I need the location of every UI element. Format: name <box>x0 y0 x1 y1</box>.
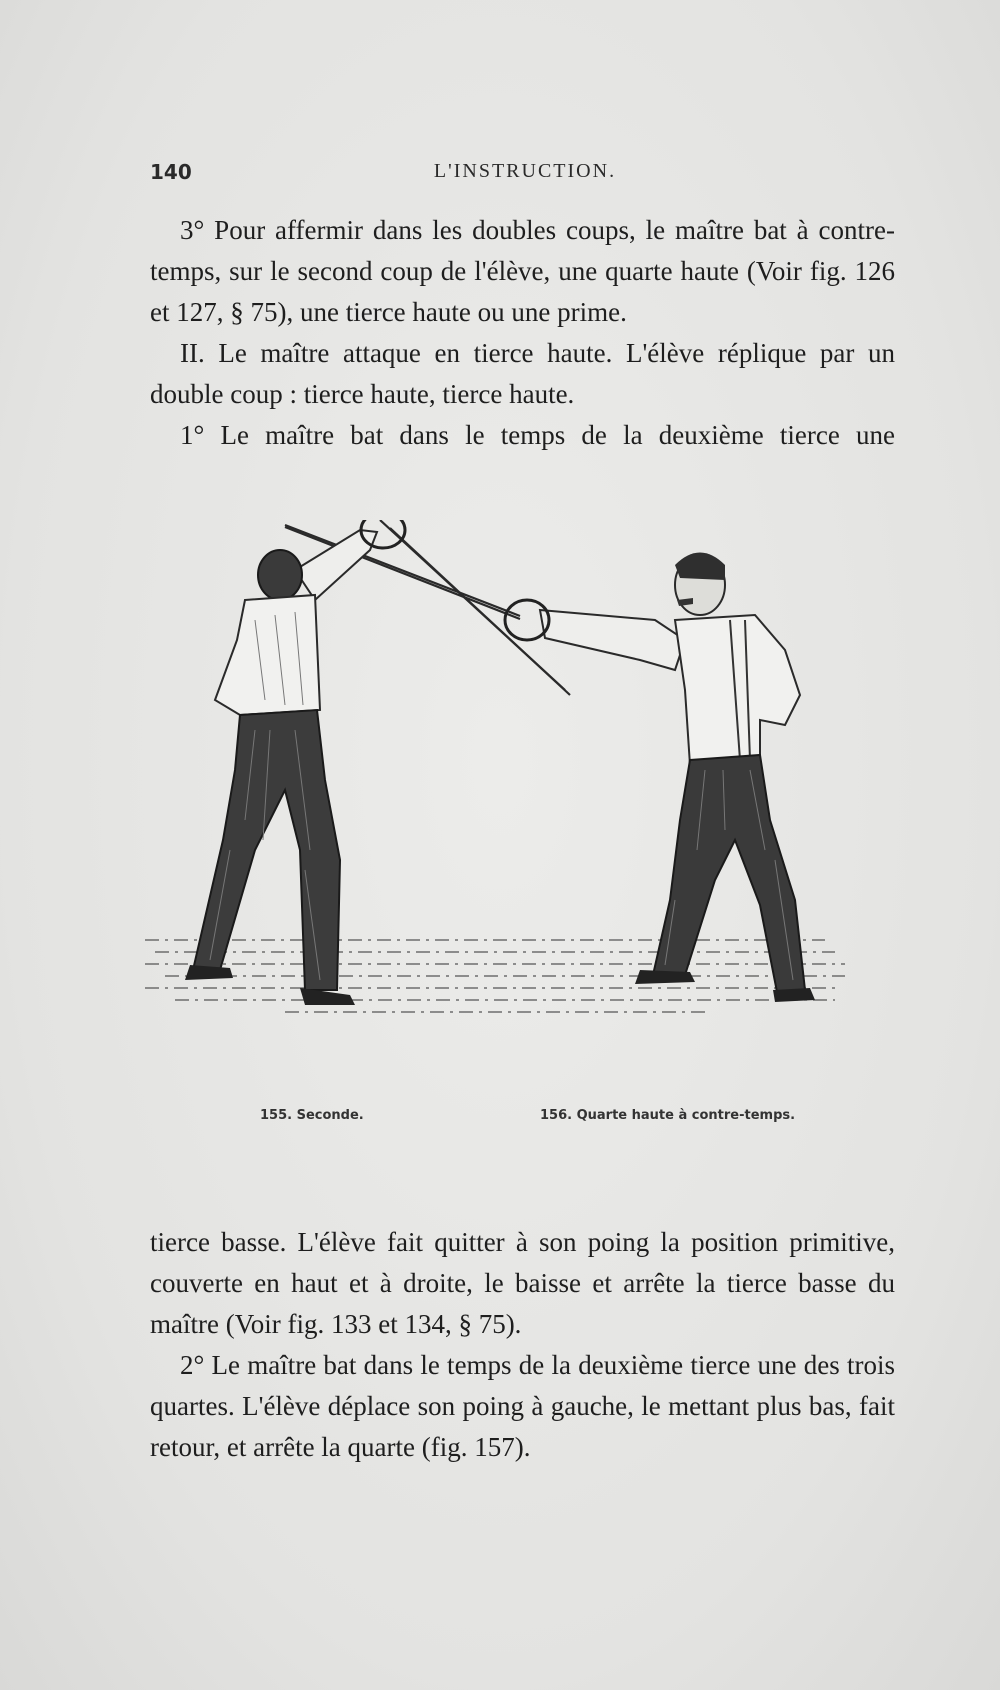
page-header <box>150 160 900 190</box>
engraving-figures <box>145 520 915 1100</box>
right-fencer <box>505 553 815 1003</box>
floor-lines <box>145 940 845 1012</box>
running-head: L'INSTRUCTION. <box>433 160 617 182</box>
top-text-block <box>150 210 895 456</box>
caption-figure-155: 155. Seconde. <box>260 1108 364 1123</box>
figure-captions <box>150 1108 895 1132</box>
fencing-illustration <box>145 520 915 1100</box>
bottom-text-block <box>150 1222 895 1468</box>
paragraph: 1° Le maître bat dans le temps de la deuxième tierce une <box>180 420 895 450</box>
page-number: 140 <box>150 160 192 184</box>
left-fencer <box>185 520 405 1005</box>
paragraph: 3° Pour affermir dans les doubles coups, le maître bat à contre-temps, sur le second coup de l'élève, une quarte haute (Voir fig. 126 et 127, § 75), une tierce haute ou une prime. <box>150 215 895 327</box>
swords <box>285 520 570 695</box>
paragraph: II. Le maître attaque en tierce haute. L'élève réplique par un double coup : tierce haute, tierce haute. <box>150 338 895 409</box>
caption-figure-156: 156. Quarte haute à contre-temps. <box>540 1108 796 1123</box>
paragraph: tierce basse. L'élève fait quitter à son poing la position primitive, couverte en haut et à droite, le baisse et arrête la tierce basse du maître (Voir fig. 133 et 134, § 75). <box>150 1227 895 1339</box>
paragraph: 2° Le maître bat dans le temps de la deuxième tierce une des trois quartes. L'élève déplace son poing à gauche, le mettant plus bas, fait retour, et arrête la quarte (fig. 157). <box>150 1350 895 1462</box>
